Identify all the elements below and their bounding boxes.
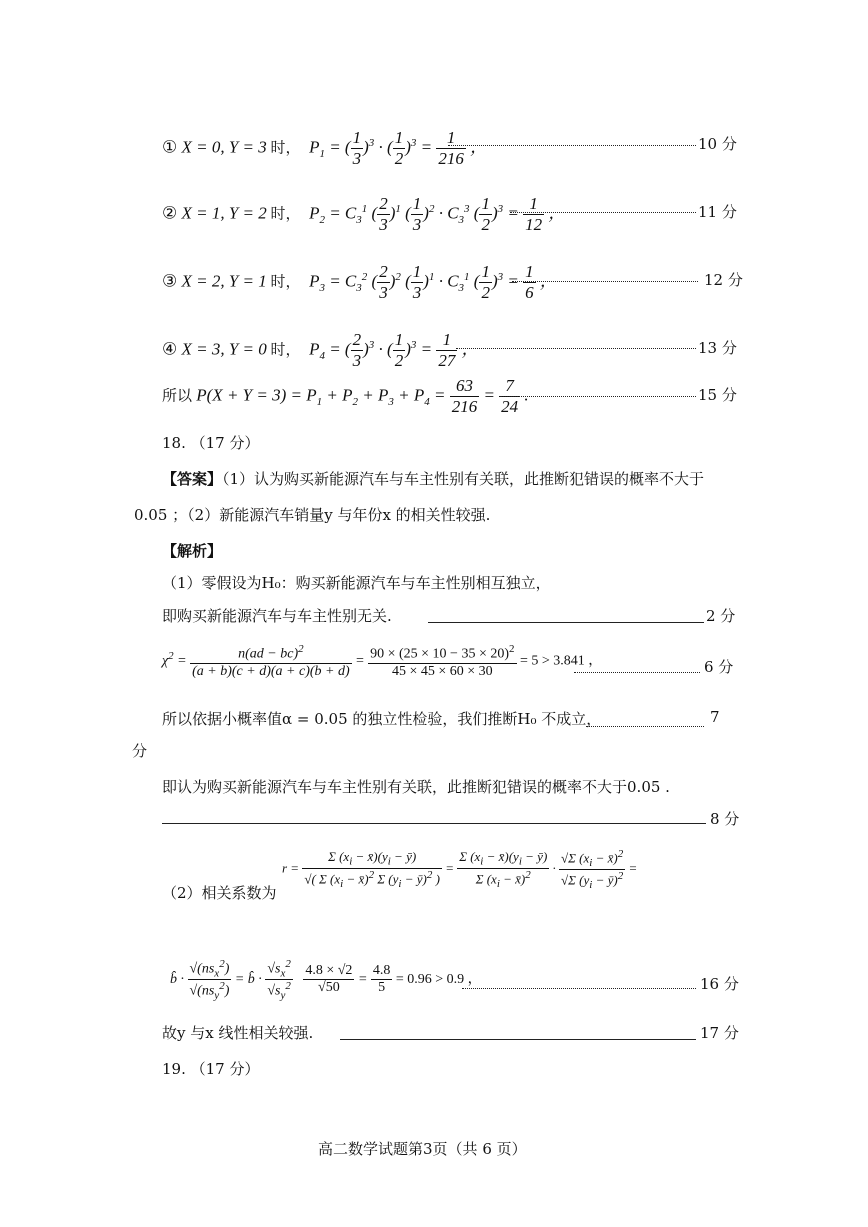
q18-p5-label: （2）相关系数为 bbox=[162, 884, 277, 902]
case-2-formula: ② X = 1, Y = 2 时， $P_2 = C_3^1$ ( $\frac{2}{3}$ )$^1$ ( $\frac{1}{3}$ )$^2 \cdot C_3^3$ ( $\frac{1}{2}$ )$^3$ = $\frac{1}{12}$ ， bbox=[162, 194, 566, 234]
q18-answer-line-2: 0.05 ；（2）新能源汽车销量y 与年份x 的相关性较强. bbox=[134, 506, 491, 524]
q18-p7-score: 17 分 bbox=[700, 1024, 739, 1042]
chi-score: 6 分 bbox=[704, 658, 734, 676]
case-4-formula: ④ X = 3, Y = 0 时， $P_4$ = ( $\frac{2}{3}$ )$^3$ · ( $\frac{1}{2}$ )$^3$ = $\frac{1}{27}$ ， bbox=[162, 330, 479, 370]
correlation-formula: r = $\frac{\Sigma (x_i - x̄)(y_i - ȳ)}{√( \Sigma (x_i - x̄)^2 \Sigma (y_i - ȳ)^2 )}$ = $\frac{\Sigma (x_i - x̄)(y_i - ȳ)}{\Sigma (x_i - x̄)^2}$ · $\frac{√\Sigma (x_i - x̄)^2}{√\Sigma (y_i - ȳ)^2}$ = bbox=[282, 848, 638, 891]
underline-leader bbox=[162, 823, 706, 824]
dotted-leader bbox=[448, 145, 696, 146]
q18-p1: （1）零假设为H₀：购买新能源汽车与车主性别相互独立， bbox=[162, 574, 551, 592]
underline-leader bbox=[428, 622, 704, 623]
q18-p3-unit: 分 bbox=[132, 742, 148, 760]
dotted-leader bbox=[586, 726, 704, 727]
analysis-tag: 【解析】 bbox=[162, 542, 223, 560]
dotted-leader bbox=[510, 212, 696, 213]
summary-score: 15 分 bbox=[698, 386, 737, 404]
q18-p4: 即认为购买新能源汽车与车主性别有关联，此推断犯错误的概率不大于0.05 . bbox=[162, 778, 670, 796]
q18-p6-score: 16 分 bbox=[700, 975, 739, 993]
dotted-leader bbox=[574, 672, 700, 673]
q18-p7: 故y 与x 线性相关较强. bbox=[162, 1024, 314, 1042]
q18-p3: 所以依据小概率值α = 0.05 的独立性检验，我们推断H₀ 不成立， bbox=[162, 710, 602, 728]
q18-p2: 即购买新能源汽车与车主性别无关. bbox=[162, 607, 392, 625]
case-3-score: 12 分 bbox=[704, 271, 743, 289]
q18-p2-score: 2 分 bbox=[706, 607, 736, 625]
case-1-formula: ① X = 0, Y = 3 时， $P_1$ = ( $\frac{1}{3}$ )$^3$ · ( $\frac{1}{2}$ )$^3$ = $\frac{1}{216}$ ， bbox=[162, 128, 488, 168]
dotted-leader bbox=[500, 396, 696, 397]
q18-p3-score: 7 bbox=[710, 708, 720, 726]
page-footer: 高二数学试题第3页（共 6 页） bbox=[318, 1140, 527, 1158]
summary-formula: 所以 $P(X + Y = 3) = P_1 + P_2 + P_3 + P_4$ = $\frac{63}{216}$ = $\frac{7}{24}$ . bbox=[162, 376, 529, 416]
chi-square-formula: $\chi^2$ = $\frac{n(ad - bc)^2}{(a + b)(c + d)(a + c)(b + d)}$ = $\frac{90 \times (25 \times 10 - 35 \times 20)^2}{45 \times 45 \times 60 \times 30}$ = 5 > 3.841 ， bbox=[162, 643, 603, 679]
case-2-score: 11 分 bbox=[698, 203, 737, 221]
underline-leader bbox=[340, 1039, 696, 1040]
dotted-leader bbox=[456, 348, 696, 349]
case-3-formula: ③ X = 2, Y = 1 时， $P_3 = C_3^2$ ( $\frac{2}{3}$ )$^2$ ( $\frac{1}{3}$ )$^1 \cdot C_3^1$ ( $\frac{1}{2}$ )$^3$ = $\frac{1}{6}$ ， bbox=[162, 262, 557, 302]
dotted-leader bbox=[512, 281, 698, 282]
case-1-score: 10 分 bbox=[698, 135, 737, 153]
q18-answer-line-1: 【答案】（1）认为购买新能源汽车与车主性别有关联，此推断犯错误的概率不大于 bbox=[162, 470, 705, 488]
answer-tag: 【答案】 bbox=[162, 470, 223, 488]
case-4-score: 13 分 bbox=[698, 339, 737, 357]
q18-p4-score: 8 分 bbox=[710, 810, 740, 828]
dotted-leader bbox=[462, 988, 696, 989]
slope-formula: b̂ · $\frac{√(ns_x^2)}{√(ns_y^2)}$ = b̂ · $\frac{√s_x^2}{√s_y^2}$ $\frac{4.8 \times √2}{√50}$ = $\frac{4.8}{5}$ = 0.96 > 0.9 ， bbox=[170, 958, 482, 1002]
q18-heading: 18. （17 分） bbox=[162, 434, 260, 452]
q19-heading: 19. （17 分） bbox=[162, 1060, 260, 1078]
